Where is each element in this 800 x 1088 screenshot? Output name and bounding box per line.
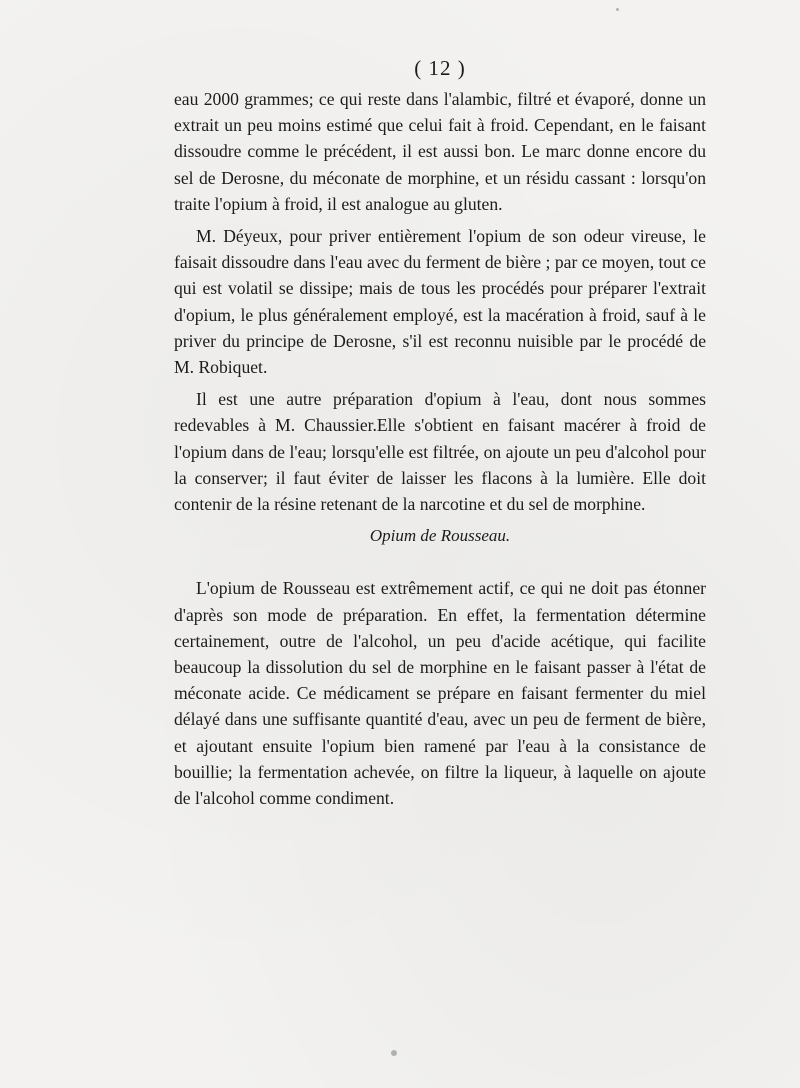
- paragraph-chaussier: Il est une autre préparation d'opium à l'eau, dont nous sommes redevables à M. Chaussier.Elle s'obtient en faisant macérer à froid de l'opium dans de l'eau; lorsqu'elle est filtrée, on ajoute un peu d'alcohol pour la conserver; il faut éviter de laisser les flacons à la lumière. Elle doit contenir de la résine retenant de la narcotine et du sel de morphine.: [174, 389, 706, 515]
- page-number: ( 12 ): [414, 56, 466, 80]
- paragraph-rousseau: L'opium de Rousseau est extrêmement actif, ce qui ne doit pas étonner d'après son mode de préparation. En effet, la fermentation détermine certainement, outre de l'alcohol, un peu d'acide acétique, qui facilite beaucoup la dissolution du sel de morphine en le faisant passer à l'état de méconate acide. Ce médicament se prépare en faisant fermenter du miel délayé dans une suffisante quantité d'eau, avec un peu de ferment de bière, et ajoutant ensuite l'opium bien ramené par l'eau à la consistance de bouillie; la fermentation achevée, on filtre la liqueur, à laquelle on ajoute de l'alcohol comme condiment.: [174, 578, 706, 809]
- paragraph-deyeux: M. Déyeux, pour priver entièrement l'opium de son odeur vireuse, le faisait dissoudre dans l'eau avec du ferment de bière ; par ce moyen, tout ce qui est volatil se dissipe; mais de tous les procédés pour préparer l'extrait d'opium, le plus généralement employé, est la macération à froid, sauf à le priver du principe de Derosne, s'il est reconnu nuisible par le procédé de M. Robiquet.: [174, 226, 706, 378]
- paragraph-continuation: eau 2000 grammes; ce qui reste dans l'alambic, filtré et évaporé, donne un extrait un peu moins estimé que celui fait à froid. Cependant, en le faisant dissoudre comme le précédent, il est aussi bon. Le marc donne encore du sel de Derosne, du méconate de morphine, et un résidu cassant : lorsqu'on traite l'opium à froid, il est analogue au gluten.: [174, 89, 706, 214]
- section-heading: Opium de Rousseau.: [369, 526, 511, 546]
- ink-spot: [391, 1050, 397, 1056]
- body-text: [174, 86, 706, 817]
- ink-spot: [616, 8, 619, 11]
